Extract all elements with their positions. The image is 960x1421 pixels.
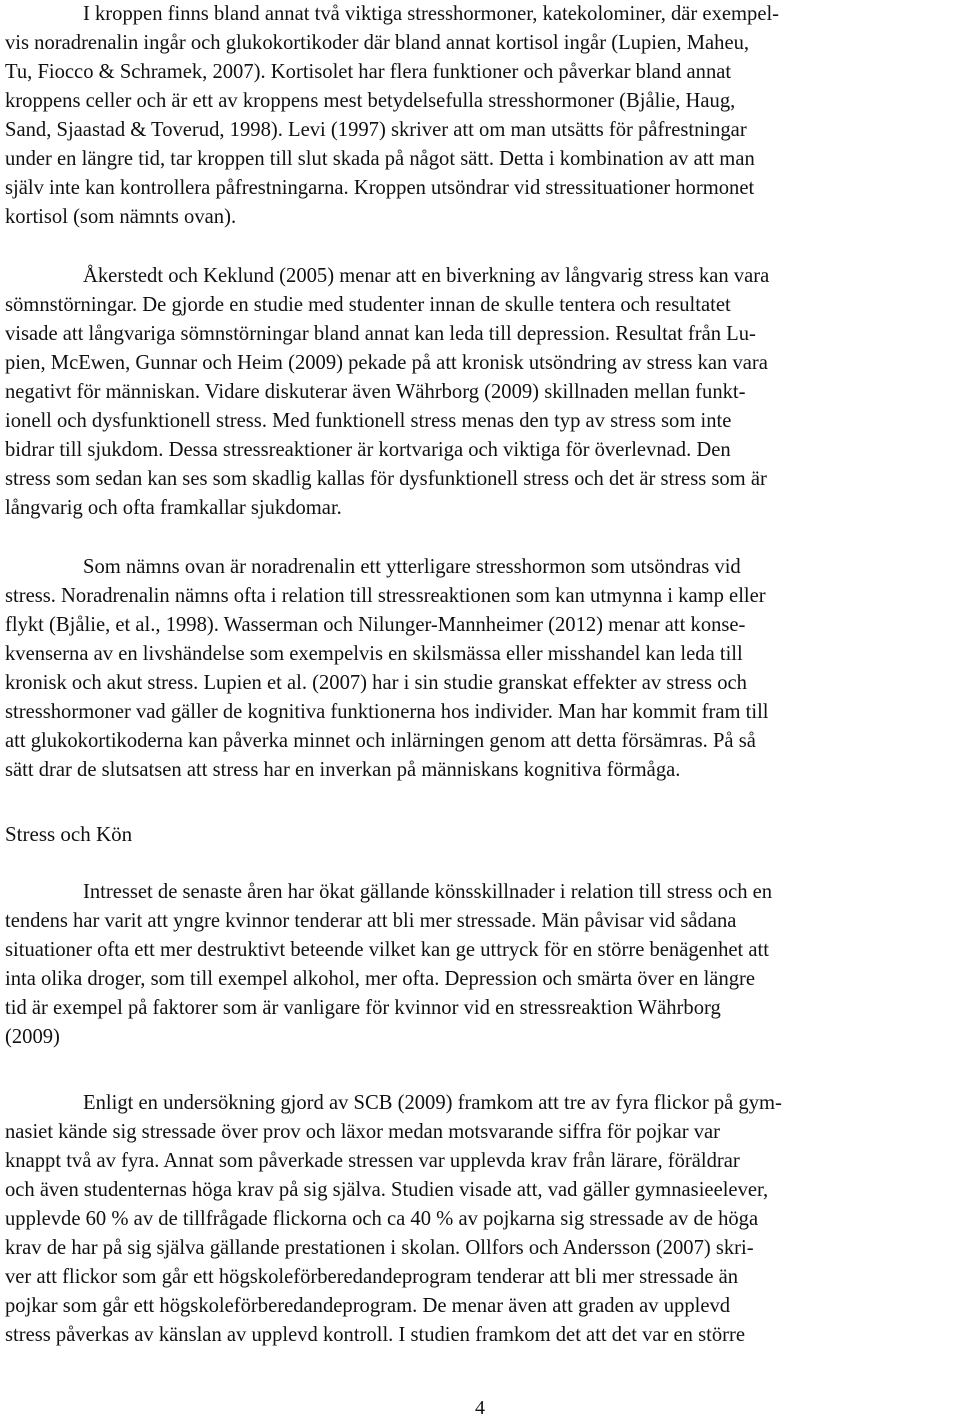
- text-line: sömnstörningar. De gjorde en studie med studenter innan de skulle tentera och resultatet: [5, 294, 731, 316]
- text-line: pien, McEwen, Gunnar och Heim (2009) pekade på att kronisk utsöndring av stress kan vara: [5, 352, 768, 374]
- text-line: pojkar som går ett högskoleförberedandeprogram. De menar även att graden av upplevd: [5, 1295, 731, 1317]
- text-line: att glukokortikoderna kan påverka minnet och inlärningen genom att detta försämras. På så: [5, 730, 756, 752]
- text-line: ver att flickor som går ett högskoleförberedandeprogram tenderar att bli mer stressade än: [5, 1266, 739, 1288]
- text-line: och även studenternas höga krav på sig själva. Studien visade att, vad gäller gymnasieelever,: [5, 1179, 769, 1201]
- text-line: ionell och dysfunktionell stress. Med funktionell stress menas den typ av stress som inte: [5, 410, 732, 432]
- text-line: kroppens celler och är ett av kroppens mest betydelsefulla stresshormoner (Bjålie, Haug,: [5, 90, 736, 112]
- text-line: situationer ofta ett mer destruktivt beteende vilket kan ge uttryck för en större benägenhet att: [5, 939, 769, 961]
- text-line: upplevde 60 % av de tillfrågade flickorna och ca 40 % av pojkarna sig stressade av de höga: [5, 1208, 759, 1230]
- text-line: inta olika droger, som till exempel alkohol, mer ofta. Depression och smärta över en längre: [5, 968, 756, 990]
- text-line: tid är exempel på faktorer som är vanligare för kvinnor vid en stressreaktion Währborg: [5, 997, 721, 1019]
- text-line: knappt två av fyra. Annat som påverkade stressen var upplevda krav från lärare, föräldrar: [5, 1150, 740, 1172]
- text-line: krav de har på sig själva gällande prestationen i skolan. Ollfors och Andersson (2007) skri-: [5, 1237, 754, 1259]
- text-line: nasiet kände sig stressade över prov och läxor medan motsvarande siffra för pojkar var: [5, 1121, 721, 1143]
- text-line: kvenserna av en livshändelse som exempelvis en skilsmässa eller misshandel kan leda till: [5, 643, 743, 665]
- text-line: tendens har varit att yngre kvinnor tenderar att bli mer stressade. Män påvisar vid sådana: [5, 910, 737, 932]
- text-line: Åkerstedt och Keklund (2005) menar att en biverkning av långvarig stress kan vara: [83, 265, 770, 287]
- text-line: stress påverkas av känslan av upplevd kontroll. I studien framkom det att det var en större: [5, 1324, 746, 1346]
- text-line: Som nämns ovan är noradrenalin ett ytterligare stresshormon som utsöndras vid: [83, 556, 741, 578]
- page-number: 4: [475, 1397, 485, 1419]
- text-line: bidrar till sjukdom. Dessa stressreaktioner är kortvariga och viktiga för överlevnad. Den: [5, 439, 731, 461]
- text-line: under en längre tid, tar kroppen till slut skada på något sätt. Detta i kombination av att man: [5, 148, 755, 170]
- section-heading: Stress och Kön: [5, 822, 133, 846]
- text-line: flykt (Bjålie, et al., 1998). Wasserman och Nilunger-Mannheimer (2012) menar att konse-: [5, 614, 746, 636]
- text-line: långvarig och ofta framkallar sjukdomar.: [5, 497, 342, 519]
- text-line: stress som sedan kan ses som skadlig kallas för dysfunktionell stress och det är stress som är: [5, 468, 767, 490]
- text-line: kronisk och akut stress. Lupien et al. (2007) har i sin studie granskat effekter av stress och: [5, 672, 747, 694]
- text-line: I kroppen finns bland annat två viktiga stresshormoner, katekolominer, där exempel-: [83, 3, 780, 25]
- text-line: visade att långvariga sömnstörningar bland annat kan leda till depression. Resultat från Lu-: [5, 323, 756, 345]
- text-line: själv inte kan kontrollera påfrestningarna. Kroppen utsöndrar vid stressituationer hormonet: [5, 177, 755, 199]
- text-line: stresshormoner vad gäller de kognitiva funktionerna hos individer. Man har kommit fram till: [5, 701, 769, 723]
- text-line: Tu, Fiocco & Schramek, 2007). Kortisolet har flera funktioner och påverkar bland annat: [5, 61, 732, 83]
- text-line: Intresset de senaste åren har ökat gällande könsskillnader i relation till stress och en: [83, 881, 773, 903]
- text-line: Sand, Sjaastad & Toverud, 1998). Levi (1997) skriver att om man utsätts för påfrestningar: [5, 119, 747, 141]
- text-line: (2009): [5, 1026, 60, 1048]
- text-line: stress. Noradrenalin nämns ofta i relation till stressreaktionen som kan utmynna i kamp eller: [5, 585, 766, 607]
- text-line: sätt drar de slutsatsen att stress har en inverkan på människans kognitiva förmåga.: [5, 759, 681, 781]
- text-line: kortisol (som nämnts ovan).: [5, 206, 237, 228]
- text-line: Enligt en undersökning gjord av SCB (2009) framkom att tre av fyra flickor på gym-: [83, 1092, 782, 1114]
- text-line: negativt för människan. Vidare diskuterar även Währborg (2009) skillnaden mellan funkt-: [5, 381, 746, 403]
- text-line: vis noradrenalin ingår och glukokortikoder där bland annat kortisol ingår (Lupien, Maheu,: [5, 32, 750, 54]
